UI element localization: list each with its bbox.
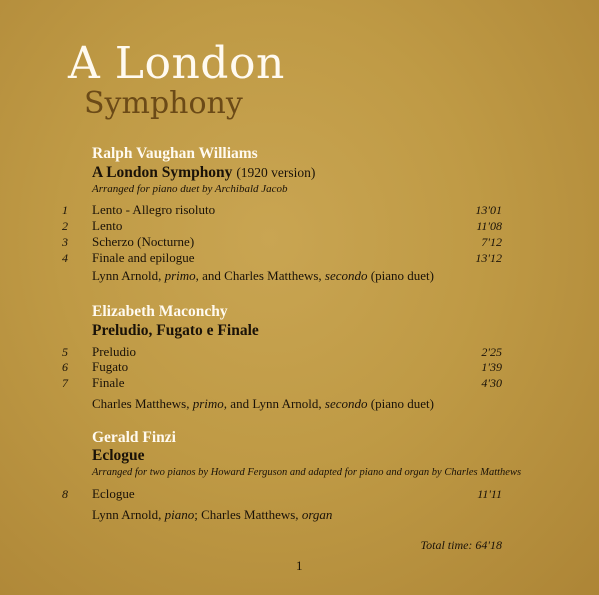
track-name: Preludio — [92, 344, 137, 359]
composer-name: Gerald Finzi — [92, 429, 176, 446]
track-name: Fugato — [92, 359, 129, 374]
track-duration: 1'39 — [481, 360, 502, 374]
track-row — [0, 202, 599, 218]
track-row — [0, 486, 599, 502]
performer-role: secondo — [324, 396, 368, 411]
track-number: 1 — [62, 203, 68, 217]
performers-line — [92, 396, 434, 412]
total-time: Total time: 64'18 — [420, 538, 502, 552]
performer-text: Lynn Arnold, — [92, 268, 165, 283]
track-row — [0, 359, 599, 375]
performer-text: ; Charles Matthews, — [194, 507, 302, 522]
track-row — [0, 218, 599, 234]
performer-role: primo — [164, 268, 196, 283]
arrangement-note: Arranged for piano duet by Archibald Jacob — [92, 183, 288, 195]
track-duration: 11'08 — [476, 219, 502, 233]
track-number: 8 — [62, 487, 68, 501]
track-name: Eclogue — [92, 486, 135, 501]
track-number: 5 — [62, 345, 68, 359]
track-name: Lento — [92, 218, 123, 233]
track-duration: 2'25 — [481, 345, 502, 359]
track-name: Scherzo (Nocturne) — [92, 234, 195, 249]
subtitle: Symphony — [84, 86, 243, 121]
performers-line — [92, 507, 332, 523]
track-duration: 13'01 — [475, 203, 502, 217]
page-number: 1 — [296, 558, 303, 573]
composer-name: Elizabeth Maconchy — [92, 303, 228, 320]
track-name: Finale — [92, 375, 125, 390]
performer-text: (piano duet) — [367, 396, 434, 411]
work-title — [92, 164, 315, 182]
track-duration: 7'12 — [481, 235, 502, 249]
track-number: 3 — [62, 235, 68, 249]
track-duration: 13'12 — [475, 251, 502, 265]
work-title: Eclogue — [92, 447, 145, 464]
work-name: A London Symphony — [92, 164, 233, 181]
performer-role: primo — [192, 396, 224, 411]
track-number: 4 — [62, 251, 68, 265]
track-row — [0, 250, 599, 266]
track-duration: 4'30 — [481, 376, 502, 390]
work-title: Preludio, Fugato e Finale — [92, 322, 259, 339]
arrangement-note: Arranged for two pianos by Howard Ferguson and adapted for piano and organ by Charles Matthews — [92, 467, 522, 478]
performer-role: organ — [301, 507, 333, 522]
performer-text: , and Charles Matthews, — [195, 268, 325, 283]
composer-name: Ralph Vaughan Williams — [92, 145, 258, 162]
track-row — [0, 375, 599, 391]
performer-text: , and Lynn Arnold, — [223, 396, 325, 411]
performer-text: (piano duet) — [367, 268, 434, 283]
work-version: (1920 version) — [236, 165, 316, 180]
performers-line — [92, 268, 434, 284]
track-duration: 11'11 — [477, 487, 502, 501]
track-number: 7 — [62, 376, 68, 390]
track-number: 2 — [62, 219, 68, 233]
track-name: Lento - Allegro risoluto — [92, 202, 216, 217]
track-row — [0, 344, 599, 360]
performer-role: secondo — [324, 268, 368, 283]
performer-text: Charles Matthews, — [92, 396, 193, 411]
main-title: A London — [68, 38, 285, 89]
track-number: 6 — [62, 360, 68, 374]
track-row — [0, 234, 599, 250]
performer-text: Lynn Arnold, — [92, 507, 165, 522]
track-name: Finale and epilogue — [92, 250, 195, 265]
performer-role: piano — [164, 507, 195, 522]
